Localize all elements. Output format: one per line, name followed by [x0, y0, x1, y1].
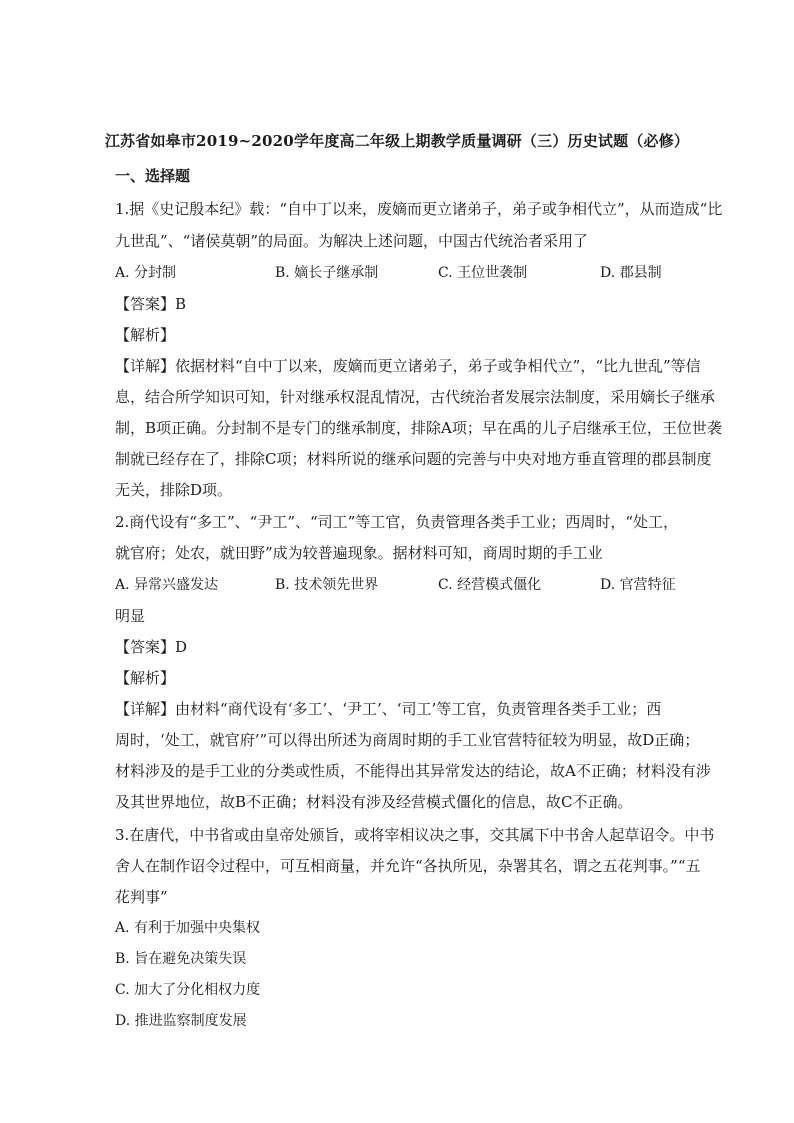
- q1-option-b: B. 嫡长子继承制: [275, 265, 379, 281]
- q1-detail-line-5: 无关，排除D项。: [115, 481, 233, 499]
- q2-option-d: D. 官营特征: [600, 577, 676, 593]
- q2-detail-line-1: 【详解】由材料“商代设有‘多工’、‘尹工’、‘司工’等工官，负责管理各类手工业；西: [115, 700, 662, 718]
- q1-detail-line-3: 制，B项正确。分封制不是专门的继承制度，排除A项；早在禹的儿子启继承王位，王位世袭: [115, 419, 722, 437]
- q1-detail-line-1: 【详解】依据材料“自中丁以来，废嫡而更立诸弟子，弟子或争相代立”，“比九世乱”等信: [115, 357, 701, 375]
- q1-option-d: D. 郡县制: [600, 265, 662, 281]
- q1-option-a: A. 分封制: [115, 265, 177, 281]
- q1-stem-line-1: 1.据《史记殷本纪》载：“自中丁以来，废嫡而更立诸弟子，弟子或争相代立”，从而造成“比: [115, 200, 723, 218]
- q1-detail-line-4: 制就已经存在了，排除C项；材料所说的继承问题的完善与中央对地方垂直管理的郡县制度: [115, 450, 712, 468]
- q2-answer: 【答案】D: [115, 638, 188, 656]
- q2-option-d-wrap: 明显: [115, 607, 146, 625]
- q3-option-a: A. 有利于加强中央集权: [115, 920, 261, 936]
- document-title: 江苏省如皋市2019~2020学年度高二年级上期教学质量调研（三）历史试题（必修）: [104, 132, 690, 150]
- q2-option-b: B. 技术领先世界: [275, 577, 379, 593]
- q2-detail-line-4: 及其世界地位，故B不正确；材料没有涉及经营模式僵化的信息，故C不正确。: [115, 793, 633, 811]
- q2-stem-line-1: 2.商代设有“多工”、“尹工”、“司工”等工官，负责管理各类手工业；西周时，“处工，: [115, 513, 678, 531]
- q1-answer: 【答案】B: [115, 295, 187, 313]
- q3-stem-line-1: 3.在唐代，中书省或由皇帝处颁旨，或将宰相议决之事，交其属下中书舍人起草诏令。中书: [115, 826, 715, 844]
- q3-stem-line-2: 舍人在制作诏令过程中，可互相商量，并允许“各执所见，杂署其名，谓之五花判事。”“五: [115, 857, 701, 875]
- q2-option-c: C. 经营模式僵化: [438, 577, 542, 593]
- q1-detail-line-2: 息，结合所学知识可知，针对继承权混乱情况，古代统治者发展宗法制度，采用嫡长子继承: [115, 388, 716, 406]
- q2-option-a: A. 异常兴盛发达: [115, 577, 219, 593]
- q2-stem-line-2: 就官府；处农，就田野”成为较普遍现象。据材料可知，商周时期的手工业: [115, 544, 603, 562]
- q1-analysis-label: 【解析】: [115, 326, 176, 344]
- q2-analysis-label: 【解析】: [115, 669, 176, 687]
- q2-detail-line-2: 周时，‘处工，就官府’”可以得出所述为商周时期的手工业官营特征较为明显，故D正确；: [115, 731, 700, 749]
- q2-detail-line-3: 材料涉及的是手工业的分类或性质，不能得出其异常发达的结论，故A不正确；材料没有涉: [115, 762, 711, 780]
- q1-option-c: C. 王位世袭制: [438, 265, 528, 281]
- section-heading: 一、选择题: [115, 167, 191, 185]
- q1-stem-line-2: 九世乱”、“诸侯莫朝”的局面。为解决上述问题，中国古代统治者采用了: [115, 232, 589, 250]
- q3-option-c: C. 加大了分化相权力度: [115, 982, 261, 998]
- q3-option-b: B. 旨在避免决策失误: [115, 951, 247, 967]
- q3-option-d: D. 推进监察制度发展: [115, 1013, 247, 1029]
- q3-stem-line-3: 花判事”: [115, 888, 168, 906]
